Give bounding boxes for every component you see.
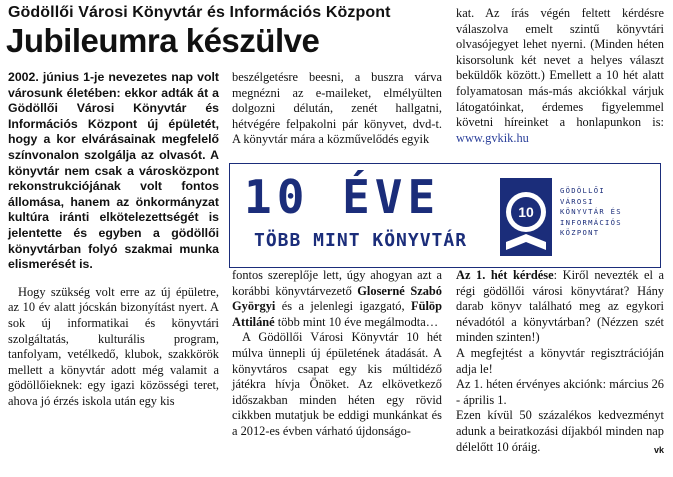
paragraph-text: kat. Az írás végén feltett kérdésre válaszolva emelt szintű könyvtári olvasójegyet lehet nyerni. (Minden héten kisorsolunk két nevet a helyes választ beküldők között.) Emellett a 10 hét alatt folyamatosan más-más akciókkal várjuk látogatóinkat, érdemes figyelemmel követni híreinket a honlapunkon is:: [456, 6, 664, 130]
logo-number: 10: [518, 204, 534, 220]
author-signature: vk: [653, 444, 664, 455]
paragraph: beszélgetésre beesni, a buszra várva megnézni az e-maileket, elmélyülten dolgozni délután, zenét hallgatni, hétvégére felpakolni pár könyvet, dvd-t. A könyvtár mára a közművelődés egyik: [232, 70, 442, 147]
paragraph-text: Ezen kívül 50 százalékos kedvezményt adunk a beiratkozási díjakból minden nap délelőtt 10 óráig.: [456, 408, 664, 454]
question-label: Az 1. hét kérdése: [456, 268, 554, 282]
paragraph: Hogy szükség volt erre az új épületre, az 10 év alatt jócskán bizonyítást nyert. A sok új informatikai és könyvtári szolgáltatás, kulturális program, tanfolyam, vetélkedő, klubok, szakkörök mellett a könyvtár adott még valamit a gödöllőieknek: egy igazi közösségi teret, ahova jó érzés iskola után egy kis: [8, 284, 219, 408]
column-2-top: [232, 70, 442, 148]
paragraph: A Gödöllői Városi Könyvtár 10 hét múlva ünnepli új épületének átadását. A könyvtáros csapat egy kis múltidéző játékra hívja Önöket. Az elkövetkező időszakban minden héten egy rövid cikkben mutatjuk be eddigi munkánkat és a 2012-es évben várható újdonságo-: [232, 330, 442, 438]
banner-subtitle: TÖBB MINT KÖNYVTÁR: [254, 230, 468, 251]
person-name: Fülöp Attiláné: [232, 299, 442, 329]
paragraph-text: és a jelenlegi igazgató,: [275, 299, 411, 314]
column-3-bottom: [456, 268, 664, 458]
column-2-bottom: [232, 268, 442, 440]
org-line: GÖDÖLLŐI: [560, 186, 606, 195]
paragraph: A megfejtést a könyvtár regisztrációján adja le!: [456, 345, 664, 376]
column-1: [8, 70, 219, 409]
banner-org-name: [560, 186, 656, 239]
paragraph-text: több mint 10 éve megálmodta…: [274, 314, 439, 329]
website-link[interactable]: www.gvkik.hu: [456, 130, 529, 145]
question-paragraph: [456, 268, 664, 346]
library-logo-icon: [496, 176, 556, 258]
anniversary-banner: [229, 163, 661, 268]
person-name: Gloserné Szabó Györgyi: [232, 283, 442, 314]
question-text: : Kiről nevezték el a régi gödöllői városi könyvtárat? Hány darab könyv található meg az egykori névadótól a könyvtárban? (Nézzen szét minden szinten!): [456, 268, 664, 345]
org-line: KÖZPONT: [560, 228, 600, 237]
org-line: KÖNYVTÁR ÉS: [560, 207, 622, 216]
headline: Jubileumra készülve: [6, 22, 320, 59]
paragraph: Az 1. héten érvényes akciónk: március 26 - április 1.: [456, 377, 664, 407]
paragraph: [456, 6, 664, 146]
column-3-top: [456, 6, 664, 146]
paragraph: [232, 268, 442, 330]
kicker: Gödöllői Városi Könyvtár és Információs Központ: [8, 4, 391, 21]
lead-paragraph: 2002. június 1-je nevezetes nap volt városunk életében: ekkor adták át a Gödöllői Városi Könyvtár és Információs Központ új épületét, hogy a kor elvárásainak megfelelő színvonalon szolgálja az olvasót. A könyvtár nem csak a városközpont rekonstrukciójának volt fontos állomása, hanem az önkormányzat kultúra iránti elkötelezettségét is jelentette és egyben a gödöllői könyvtárban folyó szakmai munka elismerését is.: [8, 70, 219, 272]
paragraph: [456, 408, 664, 455]
org-line: VÁROSI: [560, 196, 594, 206]
banner-title: 10 ÉVE: [244, 170, 441, 224]
org-line: INFORMÁCIÓS: [560, 217, 622, 227]
paragraph-text: fontos szereplője lett, úgy ahogyan azt a korábbi könyvtárvezető: [232, 268, 442, 298]
